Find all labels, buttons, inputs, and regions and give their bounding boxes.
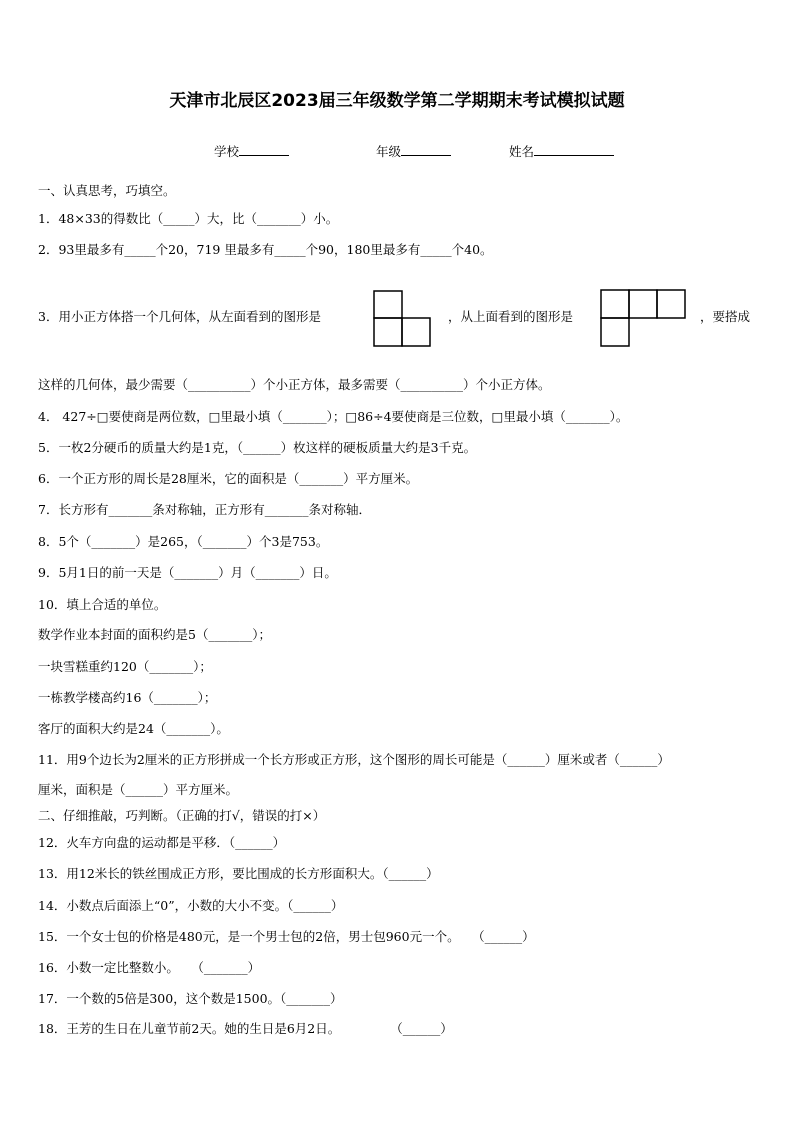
question-1: 1．48×33的得数比（_____）大，比（_______）小。 [38,211,339,226]
question-2: 2．93里最多有_____个20，719 里最多有_____个90，180里最多有_____个40。 [38,242,493,257]
question-11-continued: 厘米，面积是（______）平方厘米。 [38,782,239,797]
question-3-part-a: 3．用小正方体搭一个几何体，从左面看到的图形是 [38,309,321,324]
question-10b: 一块雪糕重约120（_______）； [38,659,212,674]
section-2-heading: 二、仔细推敲，巧判断。（正确的打√，错误的打×） [38,808,326,823]
name-field [509,142,614,160]
question-3-part-b: ，从上面看到的图形是 [448,309,574,324]
question-11: 11．用9个边长为2厘米的正方形拼成一个长方形或正方形，这个图形的周长可能是（______）厘米或者（______） [38,752,670,767]
question-14: 14．小数点后面添上“0”，小数的大小不变。（______） [38,898,344,913]
question-9: 9．5月1日的前一天是（_______）月（_______）日。 [38,565,337,580]
question-3-continued: 这样的几何体，最少需要（__________）个小正方体，最多需要（__________）个小正方体。 [38,377,551,392]
grade-label: 年级 [376,144,402,159]
question-10c: 一栋教学楼高约16（_______）； [38,690,217,705]
question-7: 7．长方形有_______条对称轴，正方形有_______条对称轴． [38,502,371,517]
question-12: 12．火车方向盘的运动都是平移．（______） [38,835,286,850]
grade-blank[interactable] [401,143,451,156]
question-13: 13．用12米长的铁丝围成正方形，要比围成的长方形面积大。（______） [38,866,439,881]
top-view-figure [600,289,688,347]
question-10: 10．填上合适的单位。 [38,597,167,612]
question-5: 5．一枚2分硬币的质量大约是1克，（______）枚这样的硬板质量大约是3千克。 [38,440,477,455]
question-10a: 数学作业本封面的面积约是5（_______）； [38,627,271,642]
question-8: 8．5个（_______）是265，（_______）个3是753。 [38,534,329,549]
section-1-heading: 一、认真思考，巧填空。 [38,183,176,198]
question-4: 4． 427÷□要使商是两位数，□里最小填（_______）；□86÷4要使商是三位数，□里最小填（_______）。 [38,409,629,424]
question-6: 6．一个正方形的周长是28厘米，它的面积是（_______）平方厘米。 [38,471,419,486]
question-10d: 客厅的面积大约是24（_______）。 [38,721,229,736]
name-label: 姓名 [509,144,535,159]
grade-field [376,142,451,160]
question-15: 15．一个女士包的价格是480元，是一个男士包的2倍，男士包960元一个。 （______） [38,929,535,944]
question-18: 18．王芳的生日在儿童节前2天。她的生日是6月2日。 （______） [38,1021,453,1036]
question-16: 16．小数一定比整数小。 （_______） [38,960,261,975]
name-blank[interactable] [534,143,614,156]
school-blank[interactable] [239,143,289,156]
page-title: 天津市北辰区2023届三年级数学第二学期期末考试模拟试题 [169,91,625,111]
question-3-part-c: ，要搭成 [700,309,751,324]
school-label: 学校 [214,144,240,159]
question-17: 17．一个数的5倍是300，这个数是1500。（_______） [38,991,343,1006]
left-view-figure [373,290,431,347]
school-field [214,142,289,160]
